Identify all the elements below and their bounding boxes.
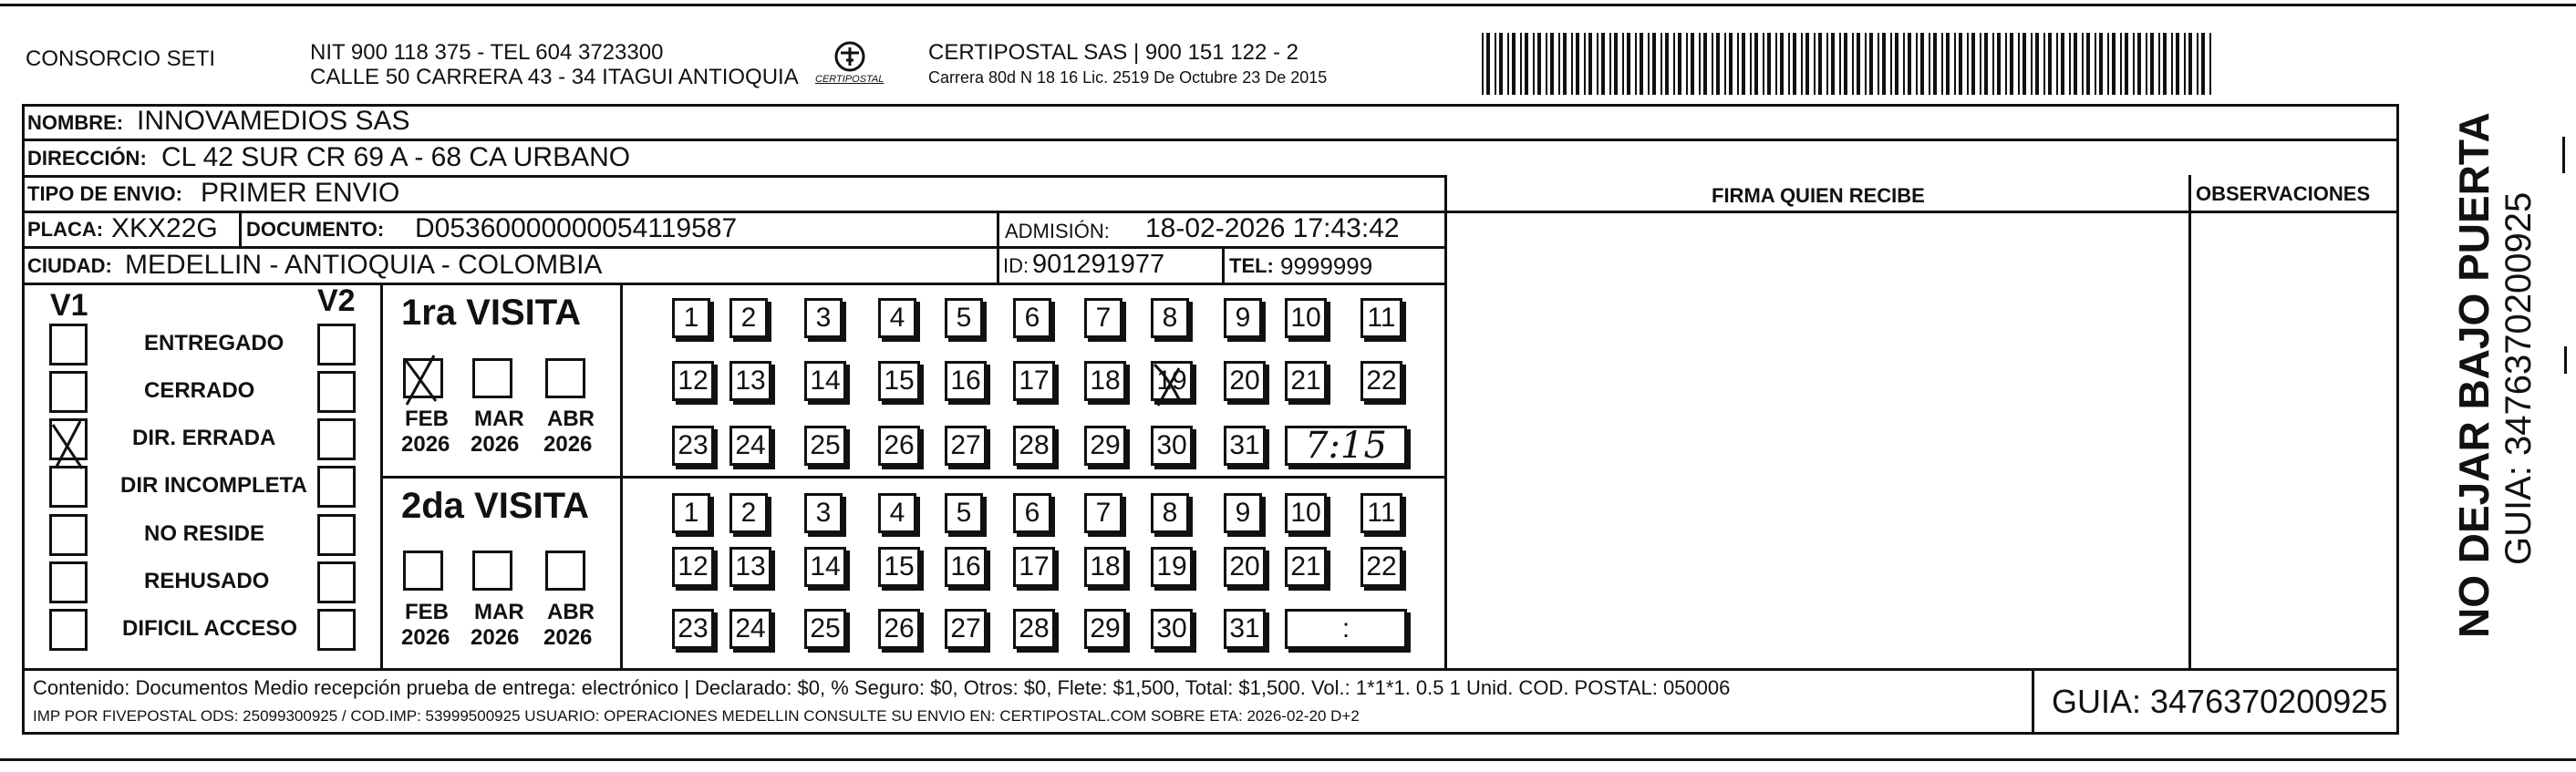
day-box[interactable]: 17 [1013,547,1055,587]
row-line [22,246,1444,249]
day-box[interactable]: 9 [1224,298,1262,338]
barcode-bar [2086,33,2090,95]
company-name: CONSORCIO SETI [26,46,216,71]
barcode-bar [1941,33,1943,95]
top-border [0,4,2576,6]
barcode-bar [1882,33,1886,95]
reason-label: NO RESIDE [144,521,265,546]
tel-label: TEL: [1229,254,1274,277]
admission-label: ADMISIÓN: [1005,220,1110,242]
barcode-bar [2163,33,2167,95]
day-box[interactable]: 28 [1013,609,1055,649]
day-box[interactable]: 20 [1224,547,1266,587]
barcode-bar [1635,33,1637,95]
v2-checkbox[interactable] [317,514,356,556]
year-label: 2026 [401,432,450,457]
day-box[interactable]: 25 [804,609,846,649]
barcode-bar [1908,33,1911,95]
name-label: NOMBRE: [27,111,124,134]
day-box[interactable]: 21 [1285,547,1327,587]
barcode-bar [1805,33,1809,95]
v2-checkbox[interactable] [317,561,356,603]
print-line: IMP POR FIVEPOSTAL ODS: 25099300925 / COD.IMP: 53999500925 USUARIO: OPERACIONES MEDELLIN CONSULTE SU ENVIO EN: CERTIPOSTAL.COM SOBRE ETA: 2026-02-20 D+2 [33,707,1360,725]
barcode-bar [1609,33,1611,95]
barcode-bar [1857,33,1860,95]
barcode-bar [2035,33,2039,95]
barcode-bar [1980,33,1981,95]
v2-checkbox[interactable] [317,466,356,508]
certipostal-line-2: Carrera 80d N 18 16 Lic. 2519 De Octubre 23 De 2015 [928,68,1328,87]
barcode-bar [1712,33,1713,95]
day-box[interactable]: 22 [1360,547,1402,587]
content-line: Contenido: Documentos Medio recepción prueba de entrega: electrónico | Declarado: $0, % Seguro: $0, Otros: $0, Flete: $1,500, Total: $1,500. Vol.: 1*1*1. 0.5 1 Unid. COD. POSTAL: 050006 [33,676,1731,699]
month-label: MAR [474,600,524,624]
col-line [997,211,999,283]
barcode-bar [1775,33,1777,95]
barcode-bar [1512,33,1516,95]
barcode-bar [1673,33,1675,95]
day-box[interactable]: 4 [878,298,916,338]
barcode-bar [2176,33,2179,95]
barcode-bar [1724,33,1726,95]
day-box[interactable]: 19 [1151,361,1193,401]
second-visit-title: 2da VISITA [401,486,589,526]
logo-caption: CERTIPOSTAL [815,74,885,85]
address-label: DIRECCIÓN: [27,147,147,170]
barcode-bar [1844,33,1847,95]
day-box[interactable]: 18 [1084,361,1126,401]
v2-checkbox[interactable] [317,418,356,460]
day-box[interactable]: 27 [945,426,987,466]
barcode-bar [2112,33,2116,95]
right-edge-mark-2 [2564,346,2567,374]
day-box[interactable]: 18 [1084,547,1126,587]
barcode-bar [1627,33,1630,95]
barcode-bar [1486,33,1490,95]
day-box[interactable]: 2 [729,298,768,338]
v1-checkbox[interactable] [49,418,88,460]
day-box[interactable]: 3 [804,298,843,338]
barcode-bar [1780,33,1784,95]
name-value: INNOVAMEDIOS SAS [137,106,410,136]
barcode-icon [1482,33,2211,95]
no-dejar-warning: NO DEJAR BAJO PUERTA [2450,112,2498,638]
bottom-border [0,758,2576,761]
barcode-bar [1576,33,1579,95]
day-box[interactable]: 14 [804,361,846,401]
barcode-bar [1754,33,1758,95]
barcode-bar [2099,33,2103,95]
day-box[interactable]: 16 [945,361,987,401]
barcode-bar [1984,33,1988,95]
v1-checkbox[interactable] [49,466,88,508]
document-label: DOCUMENTO: [246,218,385,241]
barcode [1482,33,2211,95]
barcode-bar [2150,33,2154,95]
barcode-bar [1839,33,1841,95]
barcode-bar [1903,33,1905,95]
barcode-bar [1793,33,1796,95]
barcode-bar [1660,33,1662,95]
month-checkbox[interactable] [472,358,512,398]
day-box[interactable]: 19 [1151,547,1193,587]
address-value: CL 42 SUR CR 69 A - 68 CA URBANO [161,142,631,172]
day-box[interactable]: 5 [945,298,983,338]
footer-guide: GUIA: 3476370200925 [2052,683,2388,720]
row-line [22,668,2399,671]
barcode-bar [1597,33,1598,95]
barcode-bar [2005,33,2007,95]
day-box[interactable]: 17 [1013,361,1055,401]
barcode-bar [1865,33,1867,95]
barcode-bar [1622,33,1624,95]
reason-label: DIR INCOMPLETA [120,473,307,498]
barcode-bar [1563,33,1567,95]
city-value: MEDELLIN - ANTIOQUIA - COLOMBIA [125,250,603,280]
type-value: PRIMER ENVIO [201,178,400,208]
day-box[interactable]: 7 [1084,298,1122,338]
barcode-bar [1571,33,1573,95]
certipostal-line-1: CERTIPOSTAL SAS | 900 151 122 - 2 [928,40,1298,65]
barcode-bar [2158,33,2160,95]
type-label: TIPO DE ENVIO: [27,182,182,205]
row-line [380,476,1444,479]
barcode-bar [2188,33,2192,95]
barcode-bar [1550,33,1554,95]
barcode-bar [1584,33,1586,95]
day-box[interactable]: 15 [878,361,920,401]
month-checkbox[interactable] [403,551,443,591]
barcode-bar [1648,33,1650,95]
v1-checkbox[interactable] [49,371,88,413]
reason-label: CERRADO [144,378,255,403]
day-box[interactable]: 7 [1084,493,1122,533]
plate-label: PLACA: [27,218,104,241]
barcode-bar [1546,33,1547,95]
day-box[interactable]: 1 [672,298,710,338]
barcode-bar [1737,33,1739,95]
v2-checkbox[interactable] [317,324,356,365]
month-checkbox[interactable] [403,358,443,398]
barcode-bar [1895,33,1898,95]
year-label: 2026 [543,432,593,457]
barcode-bar [2082,33,2084,95]
barcode-bar [1954,33,1956,95]
day-box[interactable]: 9 [1224,493,1262,533]
id-value: 901291977 [1032,250,1165,279]
day-box[interactable]: 23 [672,426,714,466]
time-box[interactable]: : [1285,609,1407,649]
day-box[interactable]: 5 [945,493,983,533]
barcode-bar [1614,33,1618,95]
barcode-bar [1946,33,1950,95]
barcode-bar [1533,33,1535,95]
day-box[interactable]: 6 [1013,298,1051,338]
v1-label: V1 [50,288,88,323]
day-box[interactable]: 26 [878,426,920,466]
barcode-bar [2133,33,2135,95]
nit-line: NIT 900 118 375 - TEL 604 3723300 [310,40,664,65]
barcode-bar [1826,33,1828,95]
barcode-bar [2125,33,2128,95]
barcode-bar [1691,33,1694,95]
day-box[interactable]: 12 [672,361,714,401]
barcode-bar [1967,33,1969,95]
month-checkbox[interactable] [545,358,585,398]
col-line [2032,668,2034,735]
barcode-bar [2146,33,2147,95]
barcode-bar [2120,33,2122,95]
day-box[interactable]: 29 [1084,426,1126,466]
barcode-bar [1729,33,1733,95]
first-visit-title: 1ra VISITA [401,293,582,333]
signature-header: FIRMA QUIEN RECIBE [1712,184,1925,207]
day-box[interactable]: 12 [672,547,714,587]
barcode-bar [1678,33,1681,95]
observations-header: OBSERVACIONES [2196,182,2371,205]
day-box[interactable]: 6 [1013,493,1051,533]
barcode-bar [1852,33,1854,95]
reason-label: REHUSADO [144,569,270,593]
day-box[interactable]: 29 [1084,609,1126,649]
barcode-bar [2048,33,2052,95]
col-line [1444,175,1447,668]
day-box[interactable]: 10 [1285,493,1327,533]
day-box[interactable]: 22 [1360,361,1402,401]
barcode-bar [1495,33,1496,95]
barcode-bar [1507,33,1509,95]
barcode-bar [1686,33,1688,95]
barcode-bar [1959,33,1962,95]
barcode-bar [1525,33,1528,95]
barcode-bar [1716,33,1720,95]
day-box[interactable]: 11 [1360,493,1402,533]
barcode-bar [2137,33,2141,95]
v1-checkbox[interactable] [49,514,88,556]
day-box[interactable]: 21 [1285,361,1327,401]
day-box[interactable]: 2 [729,493,768,533]
admission-value: 18-02-2026 17:43:42 [1145,213,1400,243]
day-box[interactable]: 30 [1151,609,1193,649]
day-box[interactable]: 13 [729,361,771,401]
day-box[interactable]: 20 [1224,361,1266,401]
barcode-bar [1878,33,1879,95]
barcode-bar [2201,33,2205,95]
day-box[interactable]: 10 [1285,298,1327,338]
v1-checkbox[interactable] [49,561,88,603]
day-box[interactable]: 11 [1360,298,1402,338]
day-box[interactable]: 8 [1151,493,1189,533]
reason-label: DIFICIL ACCESO [122,616,298,641]
year-label: 2026 [471,625,520,650]
barcode-bar [1814,33,1816,95]
barcode-bar [1652,33,1656,95]
barcode-bar [1742,33,1745,95]
col-line [1222,246,1225,283]
barcode-bar [2095,33,2096,95]
barcode-bar [1929,33,1930,95]
barcode-bar [2061,33,2064,95]
reason-label: DIR. ERRADA [132,426,276,450]
barcode-bar [1763,33,1764,95]
barcode-bar [1640,33,1643,95]
barcode-bar [1601,33,1605,95]
barcode-bar [1537,33,1541,95]
address-line: CALLE 50 CARRERA 43 - 34 ITAGUI ANTIOQUIA [310,65,799,89]
year-label: 2026 [401,625,450,650]
v1-checkbox[interactable] [49,324,88,365]
day-box[interactable]: 25 [804,426,846,466]
barcode-bar [2010,33,2013,95]
barcode-bar [1665,33,1669,95]
barcode-bar [1971,33,1975,95]
barcode-bar [2171,33,2173,95]
barcode-bar [1703,33,1707,95]
barcode-bar [1788,33,1790,95]
barcode-bar [2023,33,2026,95]
barcode-bar [1933,33,1937,95]
v2-checkbox[interactable] [317,371,356,413]
reason-label: ENTREGADO [144,331,284,355]
barcode-bar [1499,33,1503,95]
barcode-bar [2184,33,2186,95]
barcode-bar [1869,33,1873,95]
barcode-bar [2056,33,2058,95]
logo-icon [813,38,886,93]
day-box[interactable]: 27 [945,609,987,649]
barcode-bar [2209,33,2211,95]
month-label: FEB [405,407,449,431]
barcode-bar [1482,33,1484,95]
month-label: ABR [547,600,595,624]
barcode-bar [1801,33,1803,95]
day-box[interactable]: 8 [1151,298,1189,338]
row-line [22,139,2399,141]
barcode-bar [1997,33,2001,95]
barcode-bar [2069,33,2071,95]
day-box[interactable]: 4 [878,493,916,533]
barcode-bar [2107,33,2109,95]
plate-value: XKX22G [111,213,218,243]
document-value: D05360000000054119587 [415,213,738,243]
barcode-bar [1890,33,1892,95]
month-checkbox[interactable] [472,551,512,591]
day-box[interactable]: 26 [878,609,920,649]
year-label: 2026 [543,625,593,650]
barcode-bar [1920,33,1924,95]
barcode-bar [2043,33,2045,95]
v2-checkbox[interactable] [317,609,356,651]
time-box[interactable]: 7:15 [1285,426,1407,466]
v1-checkbox[interactable] [49,609,88,651]
barcode-bar [2031,33,2033,95]
barcode-bar [2197,33,2198,95]
day-box[interactable]: 24 [729,426,771,466]
barcode-bar [1558,33,1560,95]
barcode-bar [1767,33,1771,95]
month-label: FEB [405,600,449,624]
barcode-bar [1916,33,1918,95]
day-box[interactable]: 14 [804,547,846,587]
barcode-bar [1818,33,1822,95]
v2-label: V2 [317,283,356,318]
right-edge-mark [2562,137,2565,173]
tel-value: 9999999 [1280,252,1373,280]
barcode-bar [2018,33,2020,95]
day-box[interactable]: 30 [1151,426,1193,466]
day-box[interactable]: 23 [672,609,714,649]
barcode-bar [1992,33,1994,95]
barcode-bar [1831,33,1835,95]
month-label: MAR [474,407,524,431]
month-label: ABR [547,407,595,431]
col-line [239,211,242,246]
day-box[interactable]: 16 [945,547,987,587]
year-label: 2026 [471,432,520,457]
id-label: ID: [1003,254,1029,277]
day-box[interactable]: 28 [1013,426,1055,466]
col-line [2188,175,2191,668]
certipostal-logo [813,38,886,93]
barcode-bar [1750,33,1752,95]
barcode-bar [1588,33,1592,95]
day-box[interactable]: 31 [1224,609,1266,649]
barcode-bar [1699,33,1701,95]
day-box[interactable]: 1 [672,493,710,533]
day-box[interactable]: 24 [729,609,771,649]
day-box[interactable]: 31 [1224,426,1266,466]
barcode-bar [2074,33,2077,95]
day-box[interactable]: 15 [878,547,920,587]
city-label: CIUDAD: [27,254,112,277]
day-box[interactable]: 13 [729,547,771,587]
month-checkbox[interactable] [545,551,585,591]
row-line [22,283,1444,285]
day-box[interactable]: 3 [804,493,843,533]
barcode-bar [1520,33,1522,95]
side-guide: GUIA: 3476370200925 [2498,191,2539,565]
